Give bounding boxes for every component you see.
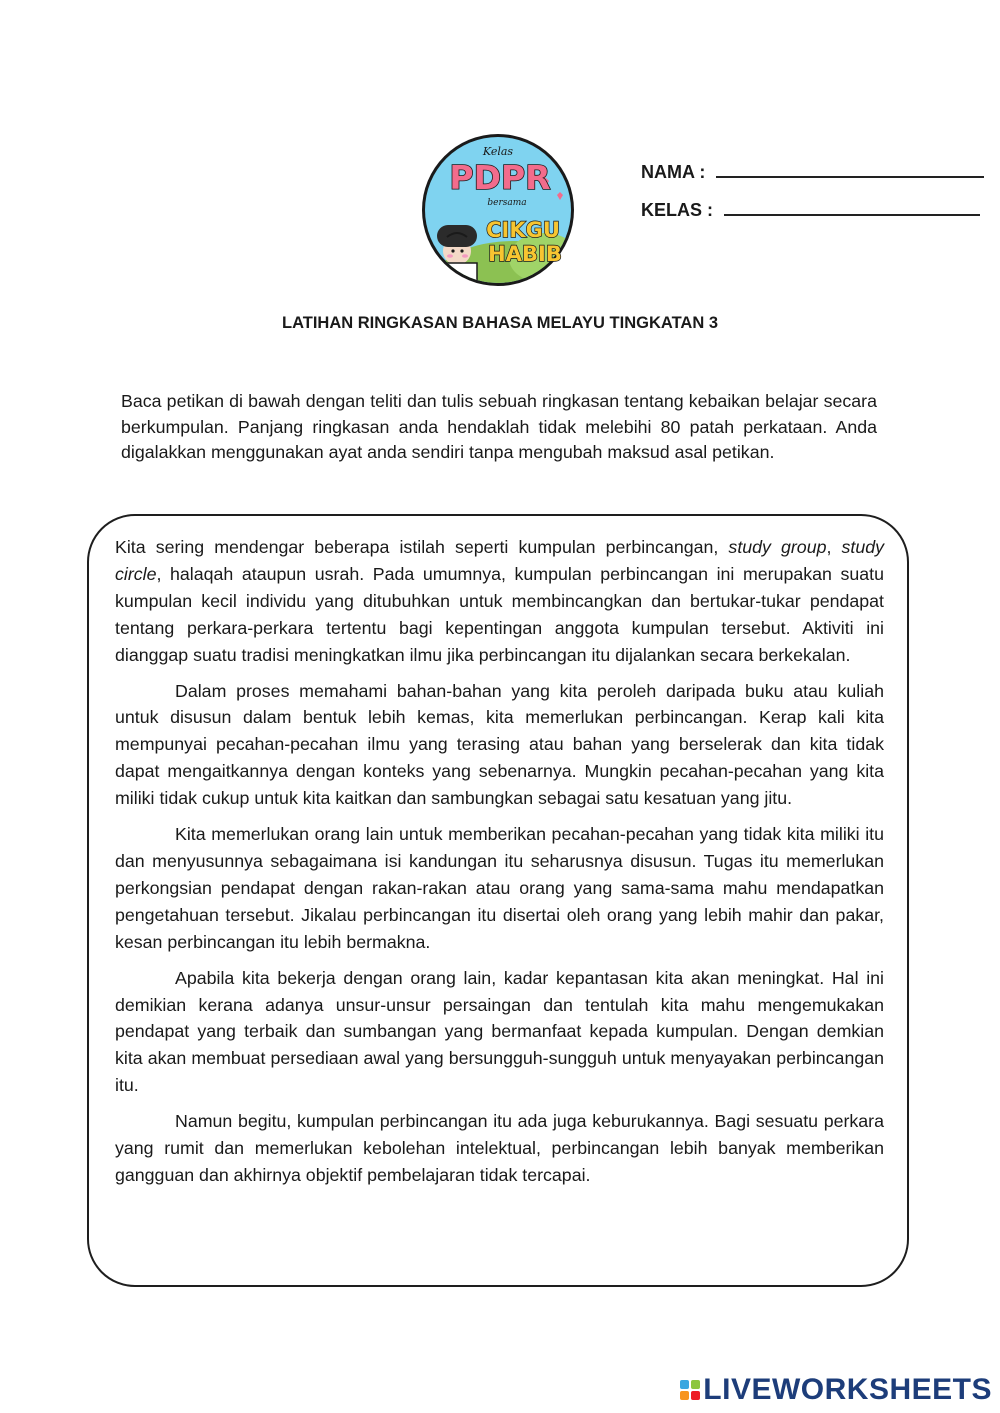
logo-cikgu-text: CIKGU xyxy=(486,218,560,242)
passage-paragraph-1 xyxy=(115,534,884,669)
logo-habib-text: HABIB xyxy=(488,242,562,266)
nama-row xyxy=(641,158,984,196)
kelas-input-line[interactable] xyxy=(724,196,980,216)
watermark-text: LIVEWORKSHEETS xyxy=(703,1373,992,1406)
passage-paragraph-5: Namun begitu, kumpulan perbincangan itu ada juga keburukannya. Bagi sesuatu perkara yang rumit dan memerlukan kebolehan intelektual, perbincangan lebih banyak memberikan gangguan dan akhirnya objektif pembelajaran tidak tercapai. xyxy=(115,1111,884,1185)
p1-text-e: , halaqah ataupun usrah. Pada umumnya, kumpulan perbincangan ini merupakan suatu kumpulan kecil individu yang ditubuhkan untuk membincangkan dan bertukar-tukar pendapat tentang perkara-perkara tertentu bagi kepentingan anggota kumpulan tersebut. Aktiviti ini dianggap suatu tradisi meningkatkan ilmu jika perbincangan itu dijalankan secara berkekalan. xyxy=(115,563,884,665)
p1-text-a: Kita sering mendengar beberapa istilah seperti kumpulan perbincangan, xyxy=(115,537,729,557)
passage xyxy=(115,534,884,1198)
logo-pdpr-text: PDPR xyxy=(449,158,551,197)
nama-input-line[interactable] xyxy=(716,158,984,178)
mark-square-2 xyxy=(691,1380,700,1389)
student-info-fields xyxy=(641,158,984,234)
logo-bersama-text: bersama xyxy=(487,198,527,208)
p1-text-c: , xyxy=(826,537,842,557)
mark-square-4 xyxy=(691,1391,700,1400)
worksheet-title: LATIHAN RINGKASAN BAHASA MELAYU TINGKATAN 3 xyxy=(281,314,719,332)
p1-italic-study-group: study group xyxy=(728,537,827,557)
logo-kelas-text: Kelas xyxy=(482,145,514,158)
kelas-row xyxy=(641,196,984,234)
mark-square-3 xyxy=(680,1391,689,1400)
mark-square-1 xyxy=(680,1380,689,1389)
kelas-label: KELAS : xyxy=(641,200,713,220)
pdpr-logo xyxy=(419,133,579,288)
p1-italic-study-circle: study circle xyxy=(115,537,885,584)
passage-paragraph-2: Dalam proses memahami bahan-bahan yang kita peroleh daripada buku atau kuliah untuk disusun dalam bentuk lebih kemas, kita memerlukan perbincangan. Kerap kali kita mempunyai pecahan-pecahan ilmu yang terasing atau bahan yang berselerak dan kita tidak dapat mengaitkannya dengan konteks yang sebenarnya. Mungkin pecahan-pecahan yang kita miliki tidak cukup untuk kita kaitkan dan sambungkan sebagai satu kesatuan yang jitu. xyxy=(115,680,884,809)
liveworksheets-watermark xyxy=(680,1373,992,1407)
instructions: Baca petikan di bawah dengan teliti dan tulis sebuah ringkasan tentang kebaikan belajar secara berkumpulan. Panjang ringkasan anda hendaklah tidak melebihi 80 patah perkataan. Anda digalakkan menggunakan ayat anda sendiri tanpa mengubah maksud asal petikan. xyxy=(121,391,877,462)
nama-label: NAMA : xyxy=(641,162,706,182)
liveworksheets-logo-icon xyxy=(680,1380,700,1400)
passage-paragraph-3: Kita memerlukan orang lain untuk memberikan pecahan-pecahan yang tidak kita miliki itu dan menyusunnya sebagaimana isi kandungan itu seharusnya disusun. Tugas itu memerlukan perkongsian pendapat dengan rakan-rakan atau orang yang sama-sama mahu mendapatkan pengetahuan tersebut. Jikalau perbincangan itu disertai oleh orang yang lebih mahir dan pakar, kesan perbincangan itu lebih bermakna. xyxy=(115,824,884,952)
passage-paragraph-4: Apabila kita bekerja dengan orang lain, kadar kepantasan kita akan meningkat. Hal ini demikian kerana adanya unsur-unsur persaingan dan tentulah kita mahu mengemukakan pendapat yang terbaik dan sumbangan yang bermanfaat kepada kumpulan. Dengan demkian kita akan membuat persediaan awal yang bersungguh-sungguh untuk menyayakan perbincangan itu. xyxy=(115,967,884,1096)
